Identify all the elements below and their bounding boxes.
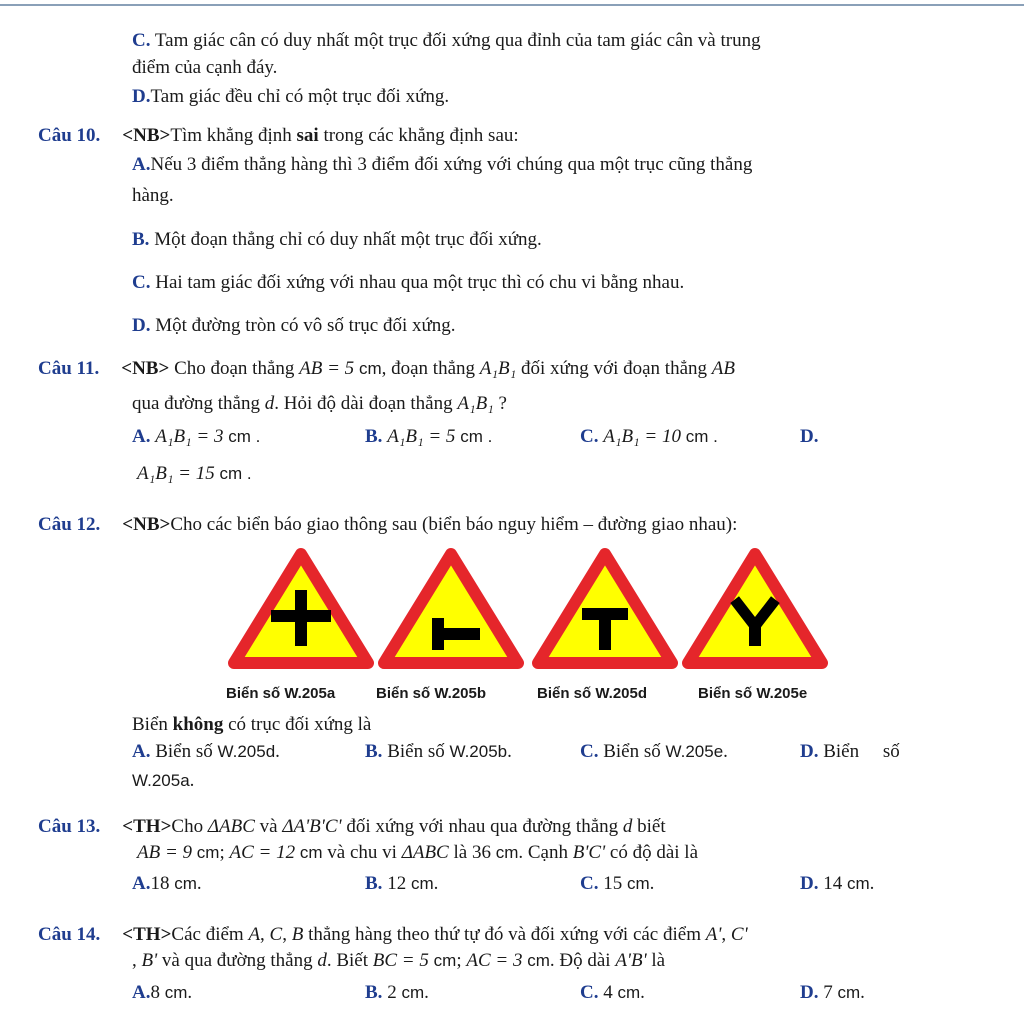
stem-text: ? <box>493 393 507 414</box>
warning-sign-y-junction-icon <box>680 546 830 672</box>
option-text: 15 <box>598 873 623 894</box>
question-13-option-c: C. 15 cm. <box>580 873 655 894</box>
sign-caption: Biển số W.205b <box>376 685 487 702</box>
question-10-option-c <box>132 271 684 295</box>
question-11-stem-cont <box>132 392 507 416</box>
option-text: 2 <box>382 982 397 1003</box>
unit: cm <box>527 951 550 970</box>
stem-text: có trục đối xứng là <box>223 714 372 735</box>
unit: cm <box>196 843 220 862</box>
unit: cm . <box>228 427 261 446</box>
question-13-option-d: D. 14 cm. <box>800 873 875 894</box>
prev-option-d <box>132 85 449 109</box>
question-number: Câu 10. <box>38 125 101 146</box>
sign-caption: Biển số W.205a <box>226 685 336 702</box>
option-label: B. <box>365 873 383 894</box>
stem-text: Biển <box>132 714 173 735</box>
stem-text: Cho đoạn thẳng <box>169 358 300 379</box>
math-expr: B <box>291 924 304 945</box>
question-10-option-a-cont <box>132 184 174 208</box>
stem-text: Các điểm <box>171 924 249 945</box>
option-text: 4 <box>598 982 613 1003</box>
question-12-option-b <box>365 740 512 764</box>
level-tag: <NB> <box>122 125 171 146</box>
warning-sign-crossroad-icon <box>226 546 376 672</box>
stem-text: Cho các biển báo giao thông sau (biển báo nguy hiểm – đường giao nhau): <box>170 514 738 535</box>
option-text: 8 <box>150 982 160 1003</box>
prev-option-c-cont <box>132 56 277 80</box>
unit: cm <box>433 951 457 970</box>
prev-option-c <box>132 29 761 53</box>
stem-bold: không <box>172 714 224 735</box>
unit: cm <box>299 843 323 862</box>
math-expr: A₁B₁ = 15 <box>137 463 215 484</box>
stem-text: Cho <box>171 816 208 837</box>
question-13-stem-cont: AB = 9 cm; AC = 12 cm và chu vi ΔABC là 36 cm. Cạnh B'C' có độ dài là <box>137 842 698 863</box>
question-number: Câu 12. <box>38 514 101 535</box>
question-12-option-a <box>132 740 280 764</box>
math-expr: A₁B₁ = 5 <box>387 426 456 447</box>
option-value: W.205e <box>665 742 724 761</box>
unit: cm <box>495 843 519 862</box>
option-text: Biển số <box>823 741 900 762</box>
option-text: hàng. <box>132 185 174 206</box>
stem-text: qua đường thẳng <box>132 393 265 414</box>
stem-text: là 36 <box>448 842 496 863</box>
question-11-option-a <box>132 425 260 449</box>
question-12-prompt <box>132 713 371 737</box>
stem-text: là <box>646 950 666 971</box>
question-12-stem <box>38 513 737 537</box>
option-text: Một đoạn thẳng chỉ có duy nhất một trục đối xứng. <box>149 229 542 250</box>
math-expr: A₁B₁ = 10 <box>603 426 681 447</box>
level-tag: <NB> <box>122 514 171 535</box>
math-expr: AB = 5 <box>299 358 355 379</box>
unit: cm <box>846 874 870 893</box>
math-expr: A₁B₁ <box>457 393 494 414</box>
option-label: A. <box>132 982 151 1003</box>
stem-text: . Cạnh <box>518 842 573 863</box>
warning-sign-side-road-icon <box>376 546 526 672</box>
math-expr: BC = 5 <box>372 950 429 971</box>
stem-text: . Hỏi độ dài đoạn thẳng <box>274 393 458 414</box>
stem-text: và chu vi <box>322 842 402 863</box>
math-expr: A' <box>705 924 722 945</box>
option-label: C. <box>132 272 151 293</box>
math-expr: d <box>317 950 327 971</box>
stem-text: thẳng hàng theo thứ tự đó và đối xứng với các điểm <box>303 924 706 945</box>
stem-bold: sai <box>296 125 319 146</box>
math-expr: A <box>248 924 261 945</box>
question-number: Câu 11. <box>38 358 100 379</box>
unit: cm . <box>219 464 252 483</box>
unit: cm <box>164 983 188 1002</box>
question-12-option-d-value <box>132 769 194 793</box>
stem-text: , đoạn thẳng <box>381 358 480 379</box>
math-expr: A'B' <box>615 950 647 971</box>
math-expr: B' <box>141 950 158 971</box>
option-label: D. <box>800 873 819 894</box>
question-13-option-a: A.18 cm. <box>132 873 202 894</box>
question-11-stem <box>38 357 735 381</box>
punctuation: . <box>275 741 280 762</box>
top-divider <box>0 4 1024 6</box>
question-13-stem <box>38 815 666 839</box>
option-label: A. <box>132 154 151 175</box>
question-14-option-c: C. 4 cm. <box>580 982 645 1003</box>
unit: cm <box>358 359 382 378</box>
math-expr: AC = 12 <box>229 842 296 863</box>
math-expr: A₁B₁ <box>479 358 517 379</box>
option-label: D. <box>132 86 151 107</box>
stem-text: đối xứng với nhau qua đường thẳng <box>341 816 623 837</box>
question-14-option-b: B. 2 cm. <box>365 982 429 1003</box>
option-text: Biển số <box>382 741 450 762</box>
level-tag: <TH> <box>122 924 172 945</box>
option-label: A. <box>132 873 151 894</box>
question-number: Câu 13. <box>38 816 101 837</box>
option-label: D. <box>800 982 819 1003</box>
stem-text: có độ dài là <box>605 842 698 863</box>
sign-caption: Biển số W.205d <box>537 685 648 702</box>
math-expr: ΔA'B'C' <box>282 816 342 837</box>
unit: cm <box>837 983 861 1002</box>
stem-text: Tìm khẳng định <box>170 125 297 146</box>
option-label: B. <box>132 229 150 250</box>
option-label: D. <box>800 741 819 762</box>
level-tag: <NB> <box>121 358 170 379</box>
unit: cm <box>410 874 434 893</box>
math-expr: AB <box>711 358 735 379</box>
option-label: C. <box>580 982 599 1003</box>
unit: cm <box>174 874 197 893</box>
unit: cm <box>626 874 650 893</box>
option-label: C. <box>580 426 599 447</box>
option-text: Hai tam giác đối xứng với nhau qua một trục thì có chu vi bằng nhau. <box>150 272 685 293</box>
option-text: Tam giác cân có duy nhất một trục đối xứng qua đỉnh của tam giác cân và trung <box>150 30 761 51</box>
option-text: Biển số <box>150 741 218 762</box>
punctuation: . <box>507 741 512 762</box>
option-text: điểm của cạnh đáy. <box>132 57 278 78</box>
question-13-option-b: B. 12 cm. <box>365 873 439 894</box>
option-value: W.205a <box>132 771 190 790</box>
question-number: Câu 14. <box>38 924 101 945</box>
stem-text: đối xứng với đoạn thẳng <box>516 358 712 379</box>
question-10-option-d <box>132 314 456 338</box>
option-text: Biển số <box>598 741 666 762</box>
option-text: Nếu 3 điểm thẳng hàng thì 3 điểm đối xứng với chúng qua một trục cũng thẳng <box>150 154 753 175</box>
option-label: B. <box>365 426 383 447</box>
math-expr: ΔABC <box>401 842 449 863</box>
math-expr: AB = 9 <box>137 842 193 863</box>
warning-sign-t-junction-icon <box>530 546 680 672</box>
math-expr: AC = 3 <box>466 950 523 971</box>
question-10-option-a <box>132 153 752 177</box>
option-label: A. <box>132 426 151 447</box>
question-14-stem-cont: , B' và qua đường thẳng d. Biết BC = 5 cm; AC = 3 cm. Độ dài A'B' là <box>132 950 666 971</box>
stem-text: trong các khẳng định sau: <box>318 125 519 146</box>
stem-text: và <box>254 816 283 837</box>
option-label: D. <box>132 315 151 336</box>
question-11-option-d <box>800 425 818 449</box>
option-label: C. <box>580 873 599 894</box>
math-expr: A₁B₁ = 3 <box>155 426 224 447</box>
question-10-stem <box>38 124 519 148</box>
unit: cm . <box>685 427 718 446</box>
option-text: Một đường tròn có vô số trục đối xứng. <box>150 315 456 336</box>
math-expr: d <box>622 816 633 837</box>
option-text: 12 <box>382 873 407 894</box>
question-11-option-c <box>580 425 718 449</box>
unit: cm <box>617 983 641 1002</box>
option-label: C. <box>580 741 599 762</box>
unit: cm . <box>460 427 493 446</box>
unit: cm <box>401 983 425 1002</box>
option-text: 7 <box>818 982 833 1003</box>
math-expr: C <box>269 924 283 945</box>
math-expr: d <box>264 393 275 414</box>
question-11-option-b <box>365 425 492 449</box>
punctuation: . <box>723 741 728 762</box>
option-label: D. <box>800 426 819 447</box>
stem-text: và qua đường thẳng <box>157 950 318 971</box>
option-text: 14 <box>818 873 843 894</box>
option-label: B. <box>365 741 383 762</box>
math-expr: ΔABC <box>207 816 255 837</box>
sign-caption: Biển số W.205e <box>698 685 808 702</box>
stem-text: biết <box>632 816 666 837</box>
option-text: 18 <box>150 873 170 894</box>
option-value: W.205b <box>449 742 508 761</box>
stem-text: . Độ dài <box>549 950 616 971</box>
level-tag: <TH> <box>122 816 172 837</box>
question-14-option-d: D. 7 cm. <box>800 982 865 1003</box>
option-label: C. <box>132 30 151 51</box>
option-label: B. <box>365 982 383 1003</box>
option-text: Tam giác đều chỉ có một trục đối xứng. <box>150 86 450 107</box>
math-expr: B'C' <box>572 842 606 863</box>
math-expr: C' <box>730 924 748 945</box>
question-10-option-b <box>132 228 542 252</box>
question-11-option-d-value <box>137 462 252 486</box>
punctuation: . <box>189 770 195 791</box>
option-value: W.205d <box>217 742 276 761</box>
question-12-option-d <box>800 740 900 764</box>
stem-text: . Biết <box>326 950 373 971</box>
question-12-option-c <box>580 740 728 764</box>
question-14-stem: Câu 14. <TH>Các điểm A, C, B thẳng hàng theo thứ tự đó và đối xứng với các điểm A', C' <box>38 924 748 945</box>
question-14-option-a: A.8 cm. <box>132 982 193 1003</box>
option-label: A. <box>132 741 151 762</box>
